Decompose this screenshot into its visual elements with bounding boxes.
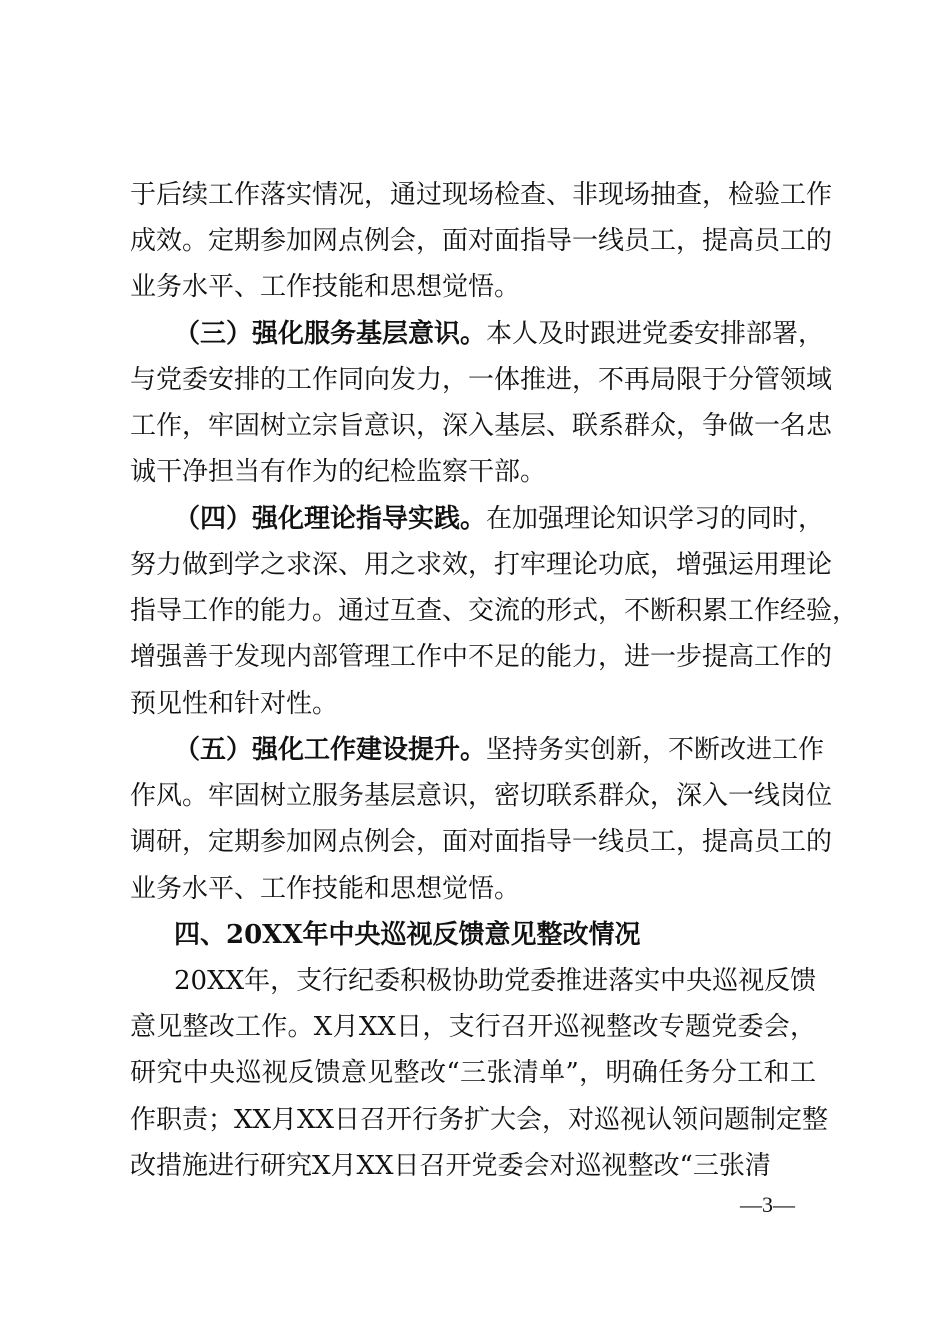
section-lead: （四）强化理论指导实践。 — [174, 503, 487, 534]
text-line: 业务水平、工作技能和思想觉悟。 — [130, 873, 521, 904]
paragraph-continued — [130, 172, 833, 311]
text-line — [130, 311, 825, 357]
text-span: 在加强理论知识学习的同时， — [486, 503, 825, 534]
text-line: 与党委安排的工作同向发力，一体推进，不再局限于分管领域 — [130, 364, 833, 395]
text-line: 意见整改工作。X月XX日，支行召开巡视整改专题党委会， — [130, 1012, 816, 1043]
page-number: —3— — [740, 1192, 795, 1217]
text-line: 于后续工作落实情况，通过现场检查、非现场抽查，检验工作 — [130, 180, 833, 210]
text-line: 作职责；XX月XX日召开行务扩大会，对巡视认领问题制定整 — [130, 1104, 829, 1135]
text-line: 工作，牢固树立宗旨意识，深入基层、联系群众，争做一名忠 — [130, 411, 833, 442]
text-line: 研究中央巡视反馈意见整改“三张清单”，明确任务分工和工 — [130, 1058, 816, 1089]
section-lead: （五）强化工作建设提升。 — [174, 734, 487, 765]
text-line: 努力做到学之求深、用之求效，打牢理论功底，增强运用理论 — [130, 549, 833, 580]
paragraph-section-5 — [130, 727, 833, 912]
section-lead: （三）强化服务基层意识。 — [174, 318, 487, 349]
text-line: 20XX年，支行纪委积极协助党委推进落实中央巡视反馈 — [174, 965, 817, 996]
text-span: 本人及时跟进党委安排部署， — [486, 318, 825, 349]
text-line: 增强善于发现内部管理工作中不足的能力，进一步提高工作的 — [130, 642, 833, 673]
paragraph-section-4 — [130, 496, 859, 727]
text-line: 调研，定期参加网点例会，面对面指导一线员工，提高员工的 — [130, 827, 833, 858]
paragraph-section-3 — [130, 311, 833, 496]
text-line: 指导工作的能力。通过互查、交流的形式，不断积累工作经验， — [130, 596, 859, 627]
text-line: 改措施进行研究X月XX日召开党委会对巡视整改“三张清 — [130, 1150, 771, 1181]
text-line — [130, 496, 825, 542]
text-line: 诚干净担当有作为的纪检监察干部。 — [130, 457, 547, 488]
text-span: 坚持务实创新，不断改进工作 — [486, 734, 825, 765]
text-line: 预见性和针对性。 — [130, 688, 339, 719]
text-line: 作风。牢固树立服务基层意识，密切联系群众，深入一线岗位 — [130, 781, 833, 812]
text-line: 业务水平、工作技能和思想觉悟。 — [130, 272, 521, 303]
document-page — [130, 172, 859, 1189]
text-line: 成效。定期参加网点例会，面对面指导一线员工，提高员工的 — [130, 226, 833, 257]
paragraph-final — [130, 958, 829, 1189]
section-heading: 四、20XX年中央巡视反馈意见整改情况 — [174, 919, 641, 950]
text-line — [130, 727, 825, 773]
